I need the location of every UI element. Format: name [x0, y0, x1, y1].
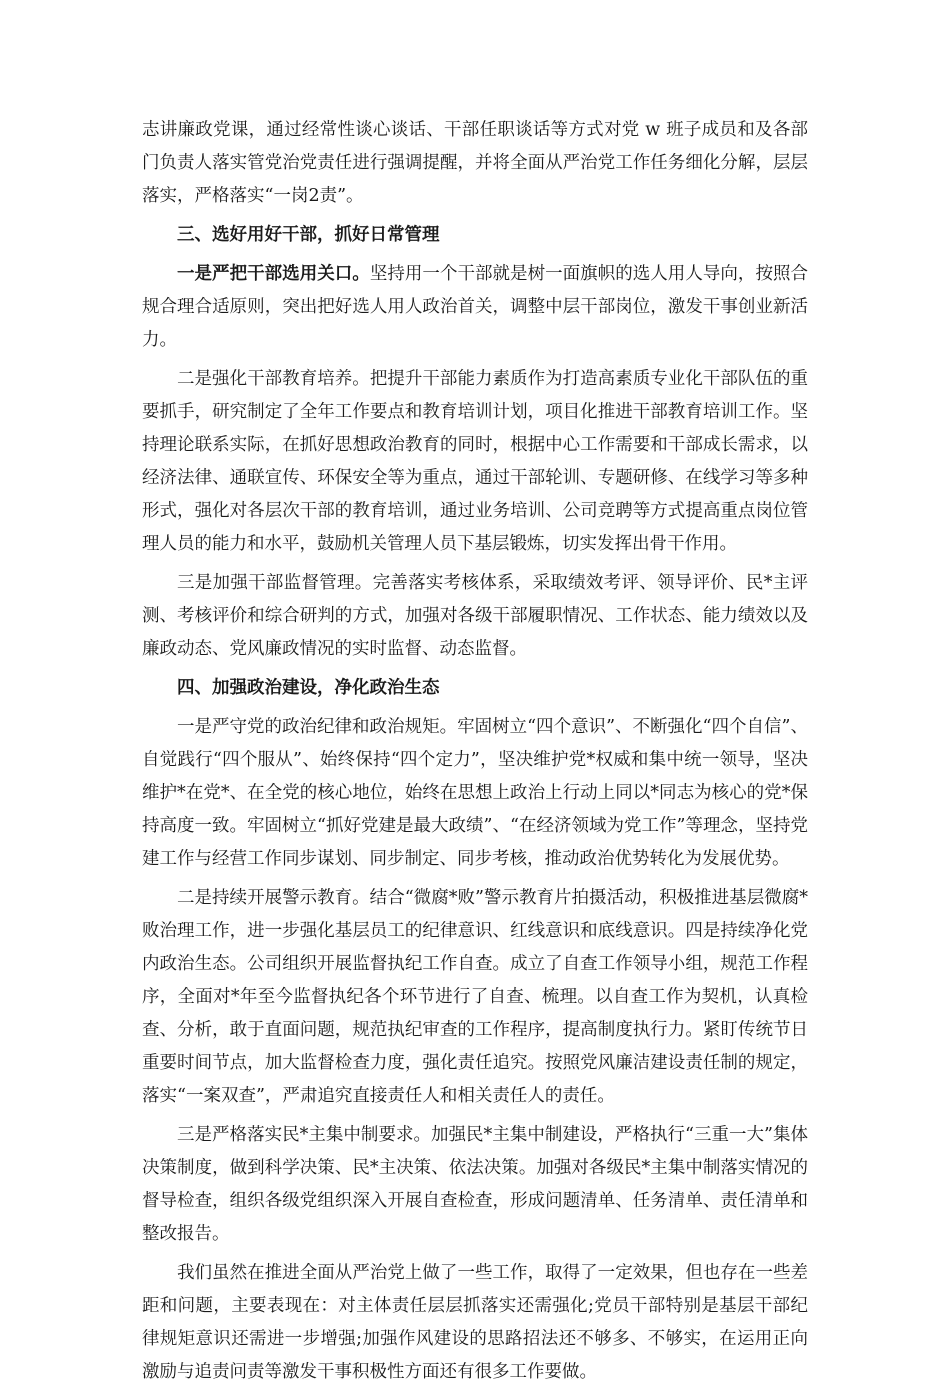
paragraph-cadre-supervision: 三是加强干部监督管理。完善落实考核体系，采取绩效考评、领导评价、民*主评测、考核评价和综合研判的方式，加强对各级干部履职情况、工作状态、能力绩效以及廉政动态、党风廉政情况的实时监督、动态监督。 [142, 573, 808, 659]
section-heading-3: 三、选好用好干部，抓好日常管理 [177, 225, 440, 245]
paragraph-text: 坚持用一个干部就是树一面旗帜的选人用人导向，按照合规合理合适原则，突出把好选人用人政治首关，调整中层干部岗位，激发干事创业新活力。 [142, 264, 809, 350]
paragraph-problems-summary: 我们虽然在推进全面从严治党上做了一些工作，取得了一定效果，但也存在一些差距和问题，主要表现在：对主体责任层层抓落实还需强化;党员干部特别是基层干部纪律规矩意识还需进一步增强;加强作风建设的思路招法还不够多、不够实，在运用正向激励与追责问责等激发干事积极性方面还有很多工作要做。 [142, 1263, 808, 1382]
paragraph-democratic-centralism: 三是严格落实民*主集中制要求。加强民*主集中制建设，严格执行“三重一大”集体决策制度，做到科学决策、民*主决策、依法决策。加强对各级民*主集中制落实情况的督导检查，组织各级党组织深入开展自查检查，形成问题清单、任务清单、责任清单和整改报告。 [142, 1125, 808, 1244]
paragraph-political-discipline: 一是严守党的政治纪律和政治规矩。牢固树立“四个意识”、不断强化“四个自信”、自觉践行“四个服从”、始终保持“四个定力”，坚决维护党*权威和集中统一领导，坚决维护*在党*、在全党的核心地位，始终在思想上政治上行动上同以*同志为核心的党*保持高度一致。牢固树立“抓好党建是最大政绩”、“在经济领域为党工作”等理念，坚持党建工作与经营工作同步谋划、同步制定、同步考核，推动政治优势转化为发展优势。 [142, 717, 808, 869]
paragraph-cadre-selection [142, 258, 808, 357]
section-heading-4: 四、加强政治建设，净化政治生态 [177, 678, 440, 698]
paragraph-lead: 一是严把干部选用关口。 [177, 264, 370, 284]
paragraph-continuation: 志讲廉政党课，通过经常性谈心谈话、干部任职谈话等方式对党 w 班子成员和及各部门负责人落实管党治党责任进行强调提醒，并将全面从严治党工作任务细化分解，层层落实，严格落实“一岗2责”。 [142, 120, 808, 206]
document-body [142, 114, 808, 1395]
paragraph-warning-education: 二是持续开展警示教育。结合“微腐*败”警示教育片拍摄活动，积极推进基层微腐*败治理工作，进一步强化基层员工的纪律意识、红线意识和底线意识。四是持续净化党内政治生态。公司组织开展监督执纪工作自查。成立了自查工作领导小组，规范工作程序，全面对*年至今监督执纪各个环节进行了自查、梳理。以自查工作为契机，认真检查、分析，敢于直面问题，规范执纪审查的工作程序，提高制度执行力。紧盯传统节日重要时间节点，加大监督检查力度，强化责任追究。按照党风廉洁建设责任制的规定，落实“一案双查”，严肃追究直接责任人和相关责任人的责任。 [142, 888, 808, 1106]
paragraph-cadre-training: 二是强化干部教育培养。把提升干部能力素质作为打造高素质专业化干部队伍的重要抓手，研究制定了全年工作要点和教育培训计划，项目化推进干部教育培训工作。坚持理论联系实际，在抓好思想政治教育的同时，根据中心工作需要和干部成长需求，以经济法律、通联宣传、环保安全等为重点，通过干部轮训、专题研修、在线学习等多种形式，强化对各层次干部的教育培训，通过业务培训、公司竞聘等方式提高重点岗位管理人员的能力和水平，鼓励机关管理人员下基层锻炼，切实发挥出骨干作用。 [142, 369, 808, 554]
